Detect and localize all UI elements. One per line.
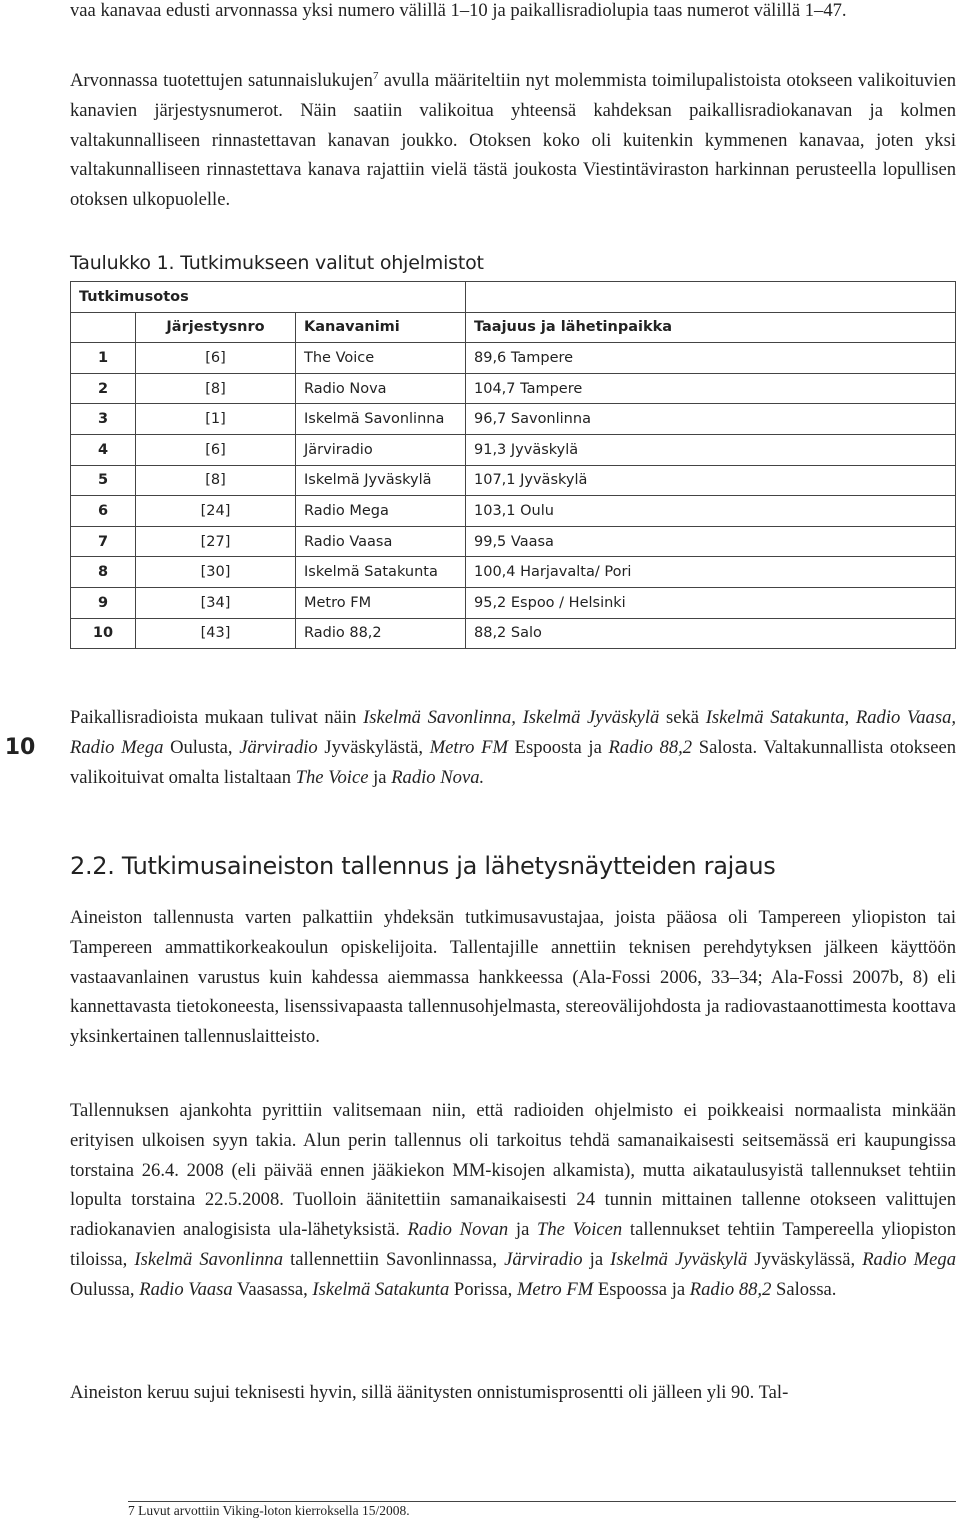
table-row bbox=[71, 404, 956, 435]
table-row bbox=[71, 496, 956, 527]
local-italic-2: Iskelmä Satakunta, Radio Vaasa, Radio Mega bbox=[70, 707, 957, 758]
row-order-number: [24] bbox=[136, 496, 296, 527]
paragraph-lottery bbox=[70, 66, 956, 215]
page-number: 10 bbox=[4, 735, 36, 760]
programs-table bbox=[70, 281, 956, 649]
row-index: 1 bbox=[71, 343, 136, 374]
row-order-number: [34] bbox=[136, 587, 296, 618]
header-index bbox=[71, 312, 136, 343]
header-order-number: Järjestysnro bbox=[136, 312, 296, 343]
row-frequency-location: 89,6 Tampere bbox=[466, 343, 956, 374]
timing-text-11: Salossa. bbox=[771, 1278, 837, 1300]
local-text-7: ja bbox=[368, 766, 392, 788]
timing-italic-1: Radio Novan bbox=[407, 1219, 509, 1241]
table-row bbox=[71, 343, 956, 374]
row-index: 8 bbox=[71, 557, 136, 588]
paragraph-timing bbox=[70, 1096, 956, 1305]
row-channel-name: Järviradio bbox=[296, 434, 466, 465]
timing-text-9: Porissa, bbox=[449, 1278, 517, 1300]
local-text-3: Oulusta, bbox=[163, 736, 240, 758]
timing-italic-9: Metro FM bbox=[516, 1278, 594, 1300]
timing-italic-2: The Voicen bbox=[537, 1219, 623, 1241]
timing-text-6: Jyväskylässä, bbox=[747, 1248, 863, 1270]
table-row bbox=[71, 587, 956, 618]
row-order-number: [8] bbox=[136, 465, 296, 496]
row-order-number: [8] bbox=[136, 373, 296, 404]
row-index: 10 bbox=[71, 618, 136, 649]
row-frequency-location: 104,7 Tampere bbox=[466, 373, 956, 404]
row-channel-name: Iskelmä Satakunta bbox=[296, 557, 466, 588]
table-row bbox=[71, 557, 956, 588]
table-title: Tutkimusotos bbox=[71, 282, 466, 313]
local-text-1: Paikallisradioista mukaan tulivat näin bbox=[70, 707, 364, 728]
timing-text-2: ja bbox=[508, 1219, 538, 1241]
timing-text-1: Tallennuksen ajankohta pyrittiin valitsemaan niin, että radioiden ohjelmisto ei poikkeaisi normaalista minkään erityisen ulkoisen syyn takia. Alun perin tallennus oli tarkoitus tehdä samanaikaisesti seitsemässä eri kaupungissa torstaina 26.4. 2008 (eli päivää ennen jääkiekon MM-kisojen alkamista), mutta aikataulusyistä tallennukset tehtiin lopulta torstaina 22.5.2008. Tuolloin äänitettiin samanaikaisesti 24 tunnin mittainen tallenne otokseen valittujen radiokanavien analogisista ula-lähetyksistä. bbox=[70, 1100, 956, 1241]
row-frequency-location: 100,4 Harjavalta/ Pori bbox=[466, 557, 956, 588]
row-index: 6 bbox=[71, 496, 136, 527]
row-index: 3 bbox=[71, 404, 136, 435]
row-channel-name: Radio Nova bbox=[296, 373, 466, 404]
paragraph-assistants: Aineiston tallennusta varten palkattiin yhdeksän tutkimusavustajaa, joista pääosa oli Tampereen yliopiston tai Tampereen ammattikorkeakoulun opiskelijoita. Tallentajille annettiin teknisen perehdytyksen jälkeen käyttöön vastaavanlainen varustus kuin kahdessa aiemmassa hankkeessa (Ala-Fossi 2006, 33–34; Ala-Fossi 2007b, 8) eli kannettavasta tietokoneesta, lisenssivapaasta tallennusohjelmasta, stereovälijohdosta ja radiovastaanottimesta koottava yksinkertainen tallennuslaitteisto. bbox=[70, 907, 956, 1048]
local-text-4: Jyväskylästä, bbox=[317, 736, 430, 758]
paragraph-last: Aineiston keruu sujui teknisesti hyvin, sillä äänitysten onnistumisprosentti oli jälleen yli 90. Tal- bbox=[70, 1382, 789, 1403]
row-index: 9 bbox=[71, 587, 136, 618]
paragraph-local-stations bbox=[70, 703, 956, 792]
row-frequency-location: 96,7 Savonlinna bbox=[466, 404, 956, 435]
row-order-number: [6] bbox=[136, 343, 296, 374]
row-frequency-location: 99,5 Vaasa bbox=[466, 526, 956, 557]
footnote: 7 Luvut arvottiin Viking-loton kierroksella 15/2008. bbox=[128, 1503, 410, 1518]
local-italic-7: Radio Nova. bbox=[391, 766, 485, 788]
table-row bbox=[71, 526, 956, 557]
footnote-divider bbox=[128, 1501, 956, 1502]
table-row bbox=[71, 373, 956, 404]
table-row bbox=[71, 465, 956, 496]
row-channel-name: Radio Vaasa bbox=[296, 526, 466, 557]
section-heading: 2.2. Tutkimusaineiston tallennus ja lähetysnäytteiden rajaus bbox=[70, 852, 776, 880]
timing-text-8: Vaasassa, bbox=[232, 1278, 313, 1300]
timing-italic-4: Järviradio bbox=[504, 1248, 583, 1270]
row-channel-name: Iskelmä Savonlinna bbox=[296, 404, 466, 435]
row-channel-name: Iskelmä Jyväskylä bbox=[296, 465, 466, 496]
row-order-number: [30] bbox=[136, 557, 296, 588]
table-title-row bbox=[71, 282, 956, 313]
table-row bbox=[71, 434, 956, 465]
header-frequency-location: Taajuus ja lähetinpaikka bbox=[466, 312, 956, 343]
row-channel-name: The Voice bbox=[296, 343, 466, 374]
timing-text-10: Espoossa ja bbox=[593, 1278, 690, 1300]
row-frequency-location: 95,2 Espoo / Helsinki bbox=[466, 587, 956, 618]
row-order-number: [1] bbox=[136, 404, 296, 435]
row-frequency-location: 88,2 Salo bbox=[466, 618, 956, 649]
lottery-text-before: Arvonnassa tuotettujen satunnaislukujen bbox=[70, 70, 373, 91]
row-frequency-location: 107,1 Jyväskylä bbox=[466, 465, 956, 496]
footnote-ref: 7 bbox=[372, 69, 379, 82]
table-row bbox=[71, 618, 956, 649]
local-text-2: sekä bbox=[659, 707, 706, 728]
timing-italic-8: Iskelmä Satakunta bbox=[312, 1278, 450, 1300]
timing-italic-6: Radio Mega bbox=[862, 1248, 957, 1270]
header-channel-name: Kanavanimi bbox=[296, 312, 466, 343]
timing-italic-7: Radio Vaasa bbox=[139, 1278, 233, 1300]
local-italic-1: Iskelmä Savonlinna, Iskelmä Jyväskylä bbox=[363, 707, 660, 728]
row-index: 7 bbox=[71, 526, 136, 557]
row-index: 5 bbox=[71, 465, 136, 496]
local-italic-4: Metro FM bbox=[429, 736, 508, 758]
timing-italic-3: Iskelmä Savonlinna bbox=[134, 1248, 283, 1270]
local-italic-6: The Voice bbox=[295, 766, 369, 788]
row-channel-name: Radio Mega bbox=[296, 496, 466, 527]
table-header-row bbox=[71, 312, 956, 343]
row-order-number: [27] bbox=[136, 526, 296, 557]
row-frequency-location: 103,1 Oulu bbox=[466, 496, 956, 527]
table-caption: Taulukko 1. Tutkimukseen valitut ohjelmistot bbox=[70, 252, 484, 274]
timing-text-5: ja bbox=[582, 1248, 611, 1270]
local-italic-5: Radio 88,2 bbox=[608, 736, 693, 758]
local-text-5: Espoosta ja bbox=[507, 736, 609, 758]
row-channel-name: Metro FM bbox=[296, 587, 466, 618]
row-order-number: [6] bbox=[136, 434, 296, 465]
lottery-text-after: avulla määriteltiin nyt molemmista toimilupalistoista otokseen valikoituvien kanavien järjestysnumerot. Näin saatiin valikoitua yhteensä kahdeksan paikallisradiokanavan ja kolmen valtakunnalliseen rinnastettavan kanavan joukko. Otoksen koko oli kuitenkin kymmenen kanavaa, joten yksi valtakunnalliseen rinnastettava kanava rajattiin vielä tästä joukosta Viestintäviraston harkinnan perusteella lopullisen otoksen ulkopuolelle. bbox=[70, 70, 956, 211]
table-title-empty-cell bbox=[466, 282, 956, 313]
timing-italic-10: Radio 88,2 bbox=[689, 1278, 772, 1300]
row-index: 4 bbox=[71, 434, 136, 465]
row-channel-name: Radio 88,2 bbox=[296, 618, 466, 649]
timing-text-7: Oulussa, bbox=[70, 1278, 140, 1300]
timing-italic-5: Iskelmä Jyväskylä bbox=[610, 1248, 748, 1270]
paragraph-intro-end: vaa kanavaa edusti arvonnassa yksi numero välillä 1–10 ja paikallisradiolupia taas numerot välillä 1–47. bbox=[70, 0, 847, 21]
local-italic-3: Järviradio bbox=[239, 736, 318, 758]
timing-text-4: tallennettiin Savonlinnassa, bbox=[283, 1248, 505, 1270]
row-order-number: [43] bbox=[136, 618, 296, 649]
local-text-6: Salosta. Valtakunnallista otokseen valikoituivat omalta listaltaan bbox=[70, 736, 956, 788]
row-frequency-location: 91,3 Jyväskylä bbox=[466, 434, 956, 465]
timing-text-3: tallennukset tehtiin Tampereella yliopiston tiloissa, bbox=[70, 1219, 957, 1270]
row-index: 2 bbox=[71, 373, 136, 404]
